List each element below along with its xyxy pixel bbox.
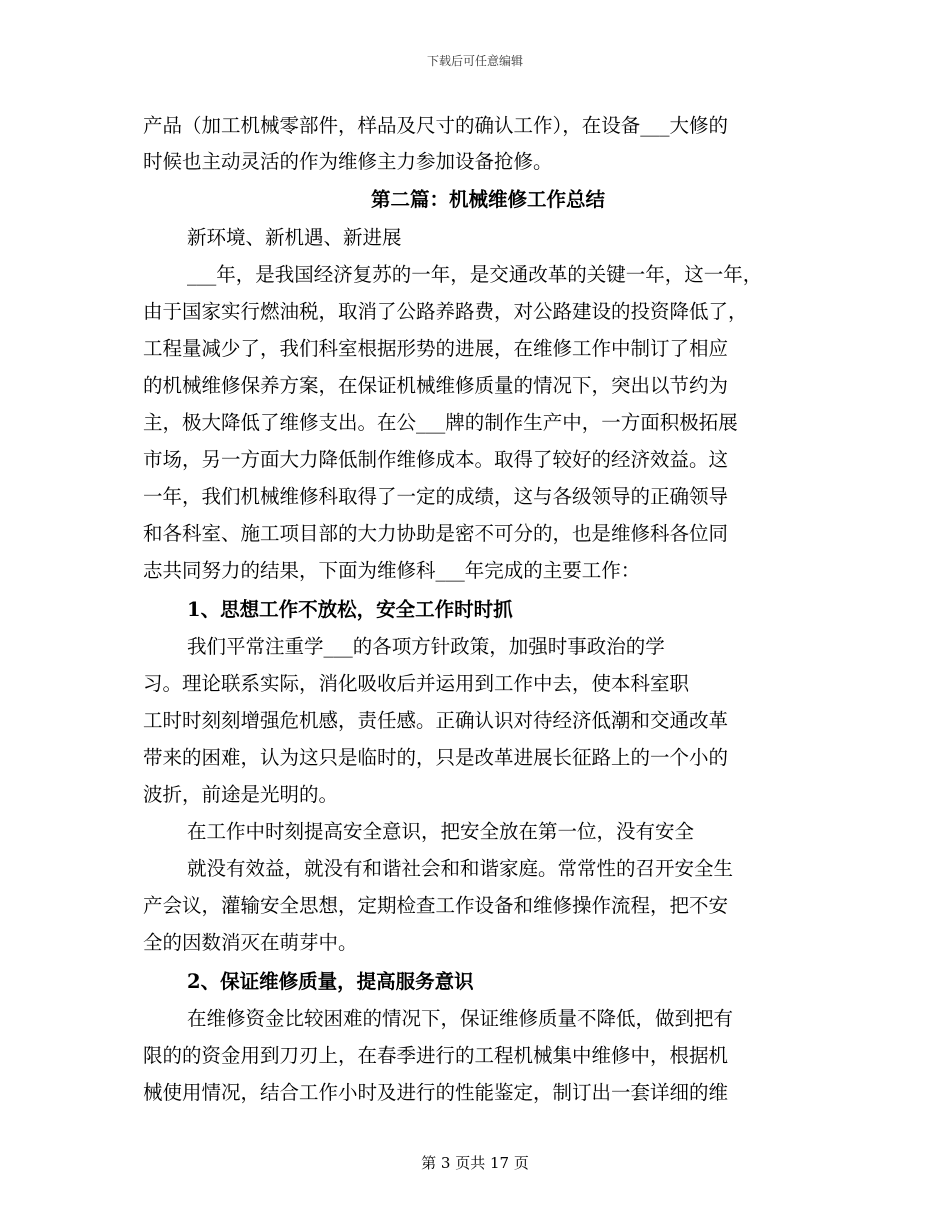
subsection-heading: 1、思想工作不放松，安全工作时时抓 xyxy=(187,598,513,621)
paragraph-line: 工程量减少了，我们科室根据形势的进展，在维修工作中制订了相应 xyxy=(143,337,729,360)
paragraph-line: ___年，是我国经济复苏的一年，是交通改革的关键一年，这一年， xyxy=(187,263,763,286)
paragraph-line: 由于国家实行燃油税，取消了公路养路费，对公路建设的投资降低了， xyxy=(143,300,748,323)
paragraph-line: 械使用情况，结合工作小时及进行的性能鉴定，制订出一套详细的维 xyxy=(143,1081,729,1104)
paragraph-line: 市场，另一方面大力降低制作维修成本。取得了较好的经济效益。这 xyxy=(143,448,729,471)
paragraph-line: 在维修资金比较困难的情况下，保证维修质量不降低，做到把有 xyxy=(187,1007,734,1030)
page-number: 第 3 页共 17 页 xyxy=(421,1154,529,1172)
paragraph-line: 带来的困难，认为这只是临时的，只是改革进展长征路上的一个小的 xyxy=(143,746,729,769)
paragraph-line: 全的因数消灭在萌芽中。 xyxy=(143,931,358,954)
paragraph-line: 在工作中时刻提高安全意识，把安全放在第一位，没有安全 xyxy=(187,820,695,843)
paragraph-line: 新环境、新机遇、新进展 xyxy=(187,226,402,249)
paragraph-line: 就没有效益，就没有和谐社会和和谐家庭。常常性的召开安全生 xyxy=(187,857,734,880)
paragraph-line: 和各科室、施工项目部的大力协助是密不可分的，也是维修科各位同 xyxy=(143,522,729,545)
subsection-heading: 2、保证维修质量，提高服务意识 xyxy=(187,970,474,993)
paragraph-line: 的机械维修保养方案，在保证机械维修质量的情况下，突出以节约为 xyxy=(143,374,729,397)
paragraph-line: 限的的资金用到刀刃上，在春季进行的工程机械集中维修中，根据机 xyxy=(143,1044,729,1067)
paragraph-line: 一年，我们机械维修科取得了一定的成绩，这与各级领导的正确领导 xyxy=(143,485,729,508)
paragraph-line: 时候也主动灵活的作为维修主力参加设备抢修。 xyxy=(143,150,553,173)
paragraph-line: 波折，前途是光明的。 xyxy=(143,783,339,806)
paragraph-line: 主，极大降低了维修支出。在公___牌的制作生产中，一方面积极拓展 xyxy=(143,411,738,434)
paragraph-line: 我们平常注重学___的各项方针政策，加强时事政治的学 xyxy=(187,635,665,658)
section-title: 第二篇：机械维修工作总结 xyxy=(371,188,606,211)
paragraph-line: 习。理论联系实际，消化吸收后并运用到工作中去，使本科室职 xyxy=(143,672,690,695)
paragraph-line: 志共同努力的结果，下面为维修科___年完成的主要工作： xyxy=(143,559,641,582)
page-header: 下载后可任意编辑 xyxy=(426,54,523,68)
paragraph-line: 产会议，灌输安全思想，定期检查工作设备和维修操作流程，把不安 xyxy=(143,894,729,917)
paragraph-line: 产品（加工机械零部件，样品及尺寸的确认工作），在设备___大修的 xyxy=(143,114,729,137)
paragraph-line: 工时时刻刻增强危机感，责任感。正确认识对待经济低潮和交通改革 xyxy=(143,709,729,732)
